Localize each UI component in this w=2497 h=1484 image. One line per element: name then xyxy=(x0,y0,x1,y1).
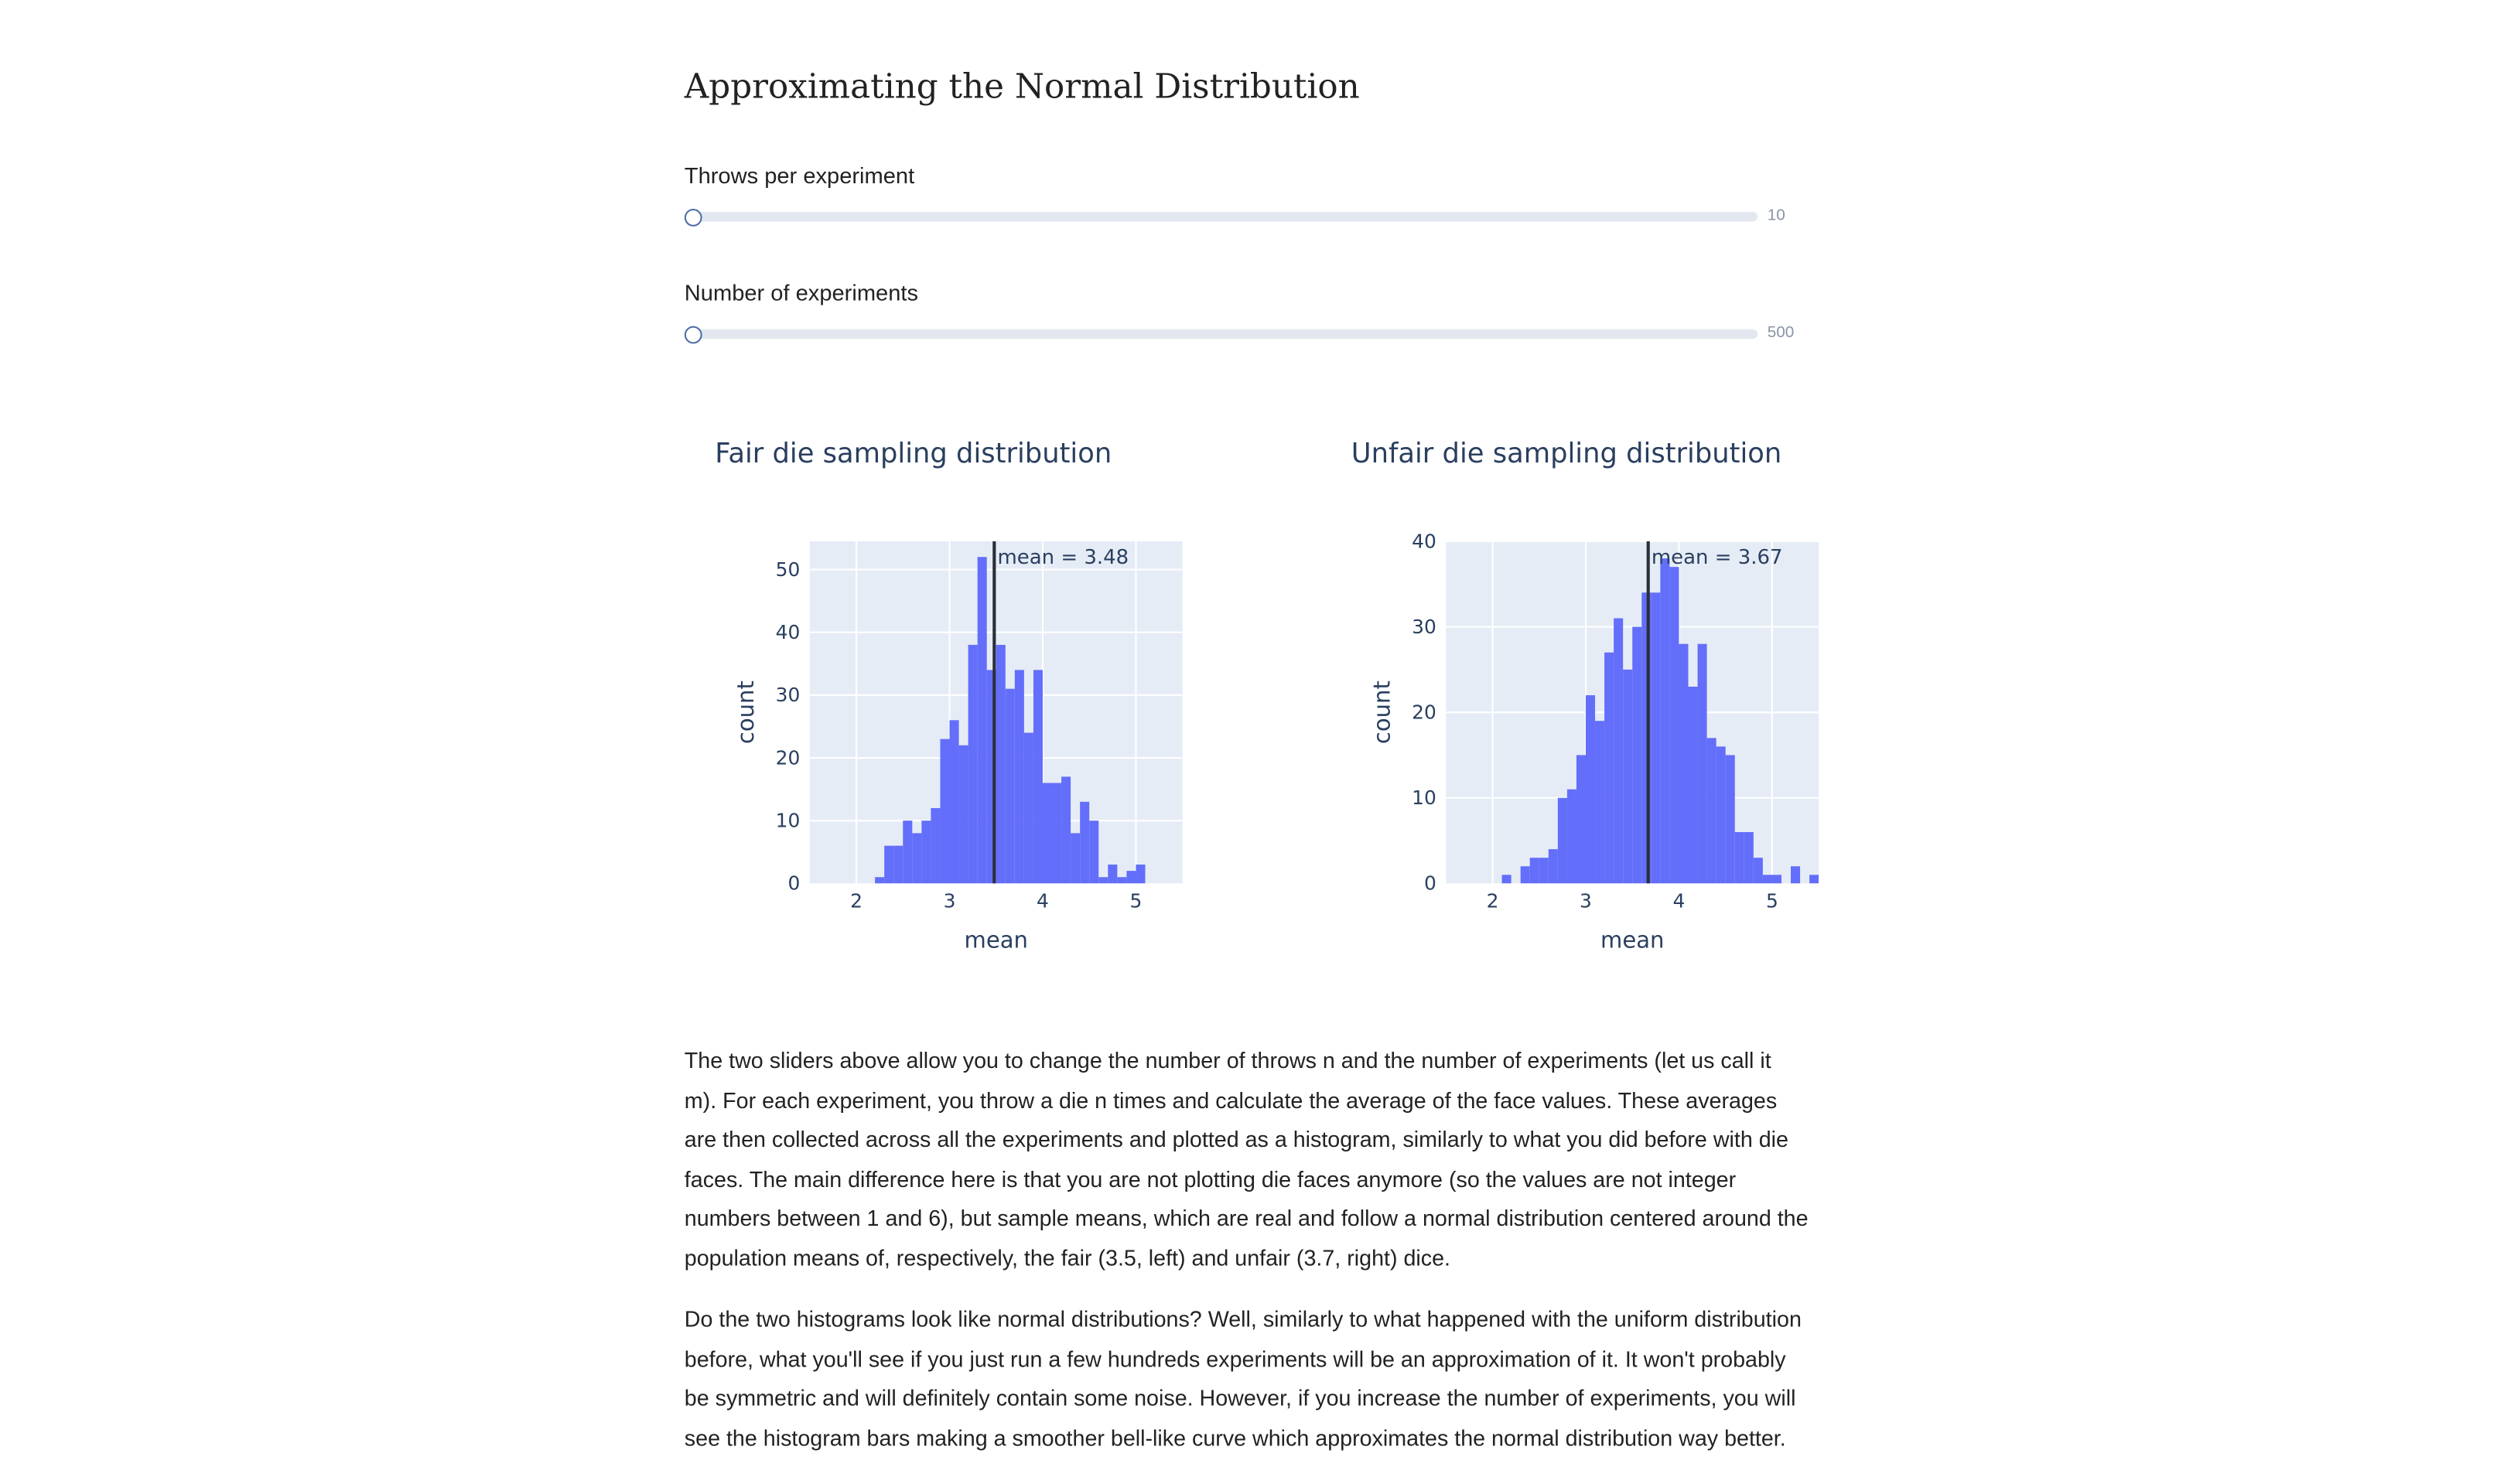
x-axis-title: mean xyxy=(1600,926,1665,954)
histogram-bar xyxy=(1576,755,1586,883)
histogram-bar xyxy=(1809,875,1819,883)
histogram-bar xyxy=(959,745,968,884)
histogram-bar xyxy=(950,720,959,883)
histogram-bar xyxy=(1126,871,1136,883)
histogram-bar xyxy=(1623,670,1632,884)
histogram-bar xyxy=(1735,832,1744,883)
mean-label: mean = 3.67 xyxy=(1651,546,1783,570)
histogram-bar xyxy=(968,645,978,883)
histogram-bar xyxy=(875,877,884,883)
histogram-bar xyxy=(931,808,940,883)
histogram-bar xyxy=(1530,858,1539,883)
histogram-bar xyxy=(1726,755,1735,883)
experiments-slider-handle[interactable] xyxy=(685,326,702,343)
chart-title: Fair die sampling distribution xyxy=(715,438,1112,470)
histogram-bar xyxy=(1539,858,1549,883)
histogram-bar xyxy=(978,557,987,883)
y-tick-label: 40 xyxy=(775,620,801,643)
x-tick-label: 3 xyxy=(1580,889,1592,913)
histogram-bar xyxy=(1707,738,1716,883)
histogram-bar xyxy=(1698,644,1707,884)
histogram-bar xyxy=(1754,858,1763,883)
histogram-bar xyxy=(1567,790,1576,884)
histogram-bar xyxy=(1043,783,1052,883)
histogram-bar xyxy=(903,820,912,883)
histogram-bar xyxy=(1632,627,1641,884)
histogram-bar xyxy=(1033,670,1043,883)
throws-slider-handle[interactable] xyxy=(685,208,702,226)
histogram-bar xyxy=(1549,849,1558,883)
histogram-bar xyxy=(1689,687,1698,883)
experiments-slider-value: 500 xyxy=(1767,324,1795,343)
throws-slider-track[interactable] xyxy=(688,212,1757,221)
histogram-bar xyxy=(912,833,921,883)
histogram-bar xyxy=(1061,776,1071,883)
histogram-bar xyxy=(1052,783,1061,883)
experiments-slider-track[interactable] xyxy=(688,329,1757,339)
y-tick-label: 30 xyxy=(775,684,801,707)
histogram-bar xyxy=(1679,644,1688,884)
histogram-bar xyxy=(921,820,931,883)
histogram-bar xyxy=(1651,592,1660,883)
page-title: Approximating the Normal Distribution xyxy=(684,67,1360,107)
x-tick-label: 5 xyxy=(1129,889,1143,913)
histogram-bar xyxy=(1015,670,1024,883)
y-tick-label: 20 xyxy=(1412,701,1436,724)
histogram-bar xyxy=(1024,733,1033,884)
histogram-bar xyxy=(1558,798,1567,884)
histogram-bar xyxy=(1108,865,1117,883)
histogram-bar xyxy=(1614,618,1623,883)
histogram-bar xyxy=(1006,689,1015,884)
y-tick-label: 30 xyxy=(1412,615,1436,638)
y-axis-title: count xyxy=(733,681,760,745)
y-tick-label: 40 xyxy=(1412,530,1436,553)
x-tick-label: 5 xyxy=(1766,889,1778,913)
histogram-bar xyxy=(1502,875,1512,883)
y-tick-label: 10 xyxy=(1412,786,1436,810)
unfair-die-histogram xyxy=(1327,418,1874,980)
explanation-paragraph-1: The two sliders above allow you to change the number of throws n and the number of experiments (let us call it m). For each experiment, you throw a die n times and calculate the average of the face values. These averages are then collected across all the experiments and plotted as a histogram, similarly to what you did before with die faces. The main difference here is that you are not plotting die faces anymore (so the values are not integer numbers between 1 and 6), but sample means, which are real and follow a normal distribution centered around the population means of, respectively, the fair (3.5, left) and unfair (3.7, right) dice. xyxy=(684,1049,1809,1271)
histogram-bar xyxy=(1791,866,1800,883)
fair-die-histogram xyxy=(691,418,1237,980)
histogram-bar xyxy=(1604,653,1614,884)
x-tick-label: 4 xyxy=(1037,889,1049,913)
y-axis-title: count xyxy=(1368,681,1395,745)
histogram-bar xyxy=(1071,833,1080,883)
y-tick-label: 10 xyxy=(775,809,801,832)
histogram-bar xyxy=(1669,567,1679,883)
x-tick-label: 2 xyxy=(850,889,863,913)
x-tick-label: 4 xyxy=(1672,889,1686,913)
histogram-bar xyxy=(1089,820,1098,883)
histogram-bar xyxy=(884,846,893,884)
histogram-bar xyxy=(1098,877,1108,883)
mean-label: mean = 3.48 xyxy=(997,546,1129,570)
experiments-slider-label: Number of experiments xyxy=(684,279,919,305)
explanation-paragraph-2: Do the two histograms look like normal distributions? Well, similarly to what happened with the uniform distribution before, what you'll see if you just run a few hundreds experiments will be an approximation of it. It won't probably be symmetric and will definitely contain some noise. However, if you increase the number of experiments, you will see the histogram bars making a smoother bell-like curve which approximates the normal distribution way better. xyxy=(684,1307,1802,1451)
histogram-bar xyxy=(1763,875,1772,883)
histogram-bar xyxy=(893,846,903,884)
histogram-bar xyxy=(1586,695,1595,883)
histogram-bar xyxy=(1772,875,1781,883)
x-tick-label: 2 xyxy=(1486,889,1499,913)
histogram-bar xyxy=(1595,721,1604,883)
histogram-bar xyxy=(996,645,1006,883)
histogram-bar xyxy=(1716,746,1726,883)
throws-slider-label: Throws per experiment xyxy=(684,162,915,189)
histogram-bar xyxy=(1080,802,1089,884)
histogram-bar xyxy=(1744,832,1754,883)
histogram-bar xyxy=(1660,558,1669,883)
histogram-bar xyxy=(1136,865,1145,883)
x-axis-title: mean xyxy=(964,926,1028,954)
x-tick-label: 3 xyxy=(943,889,956,913)
chart-title: Unfair die sampling distribution xyxy=(1351,438,1782,470)
y-tick-label: 0 xyxy=(1423,872,1436,895)
histogram-bar xyxy=(1521,866,1530,883)
y-tick-label: 20 xyxy=(775,746,801,769)
throws-slider-value: 10 xyxy=(1767,206,1785,225)
histogram-bar xyxy=(940,739,949,884)
histogram-bar xyxy=(1117,877,1126,883)
y-tick-label: 0 xyxy=(787,872,801,895)
y-tick-label: 50 xyxy=(775,558,801,581)
